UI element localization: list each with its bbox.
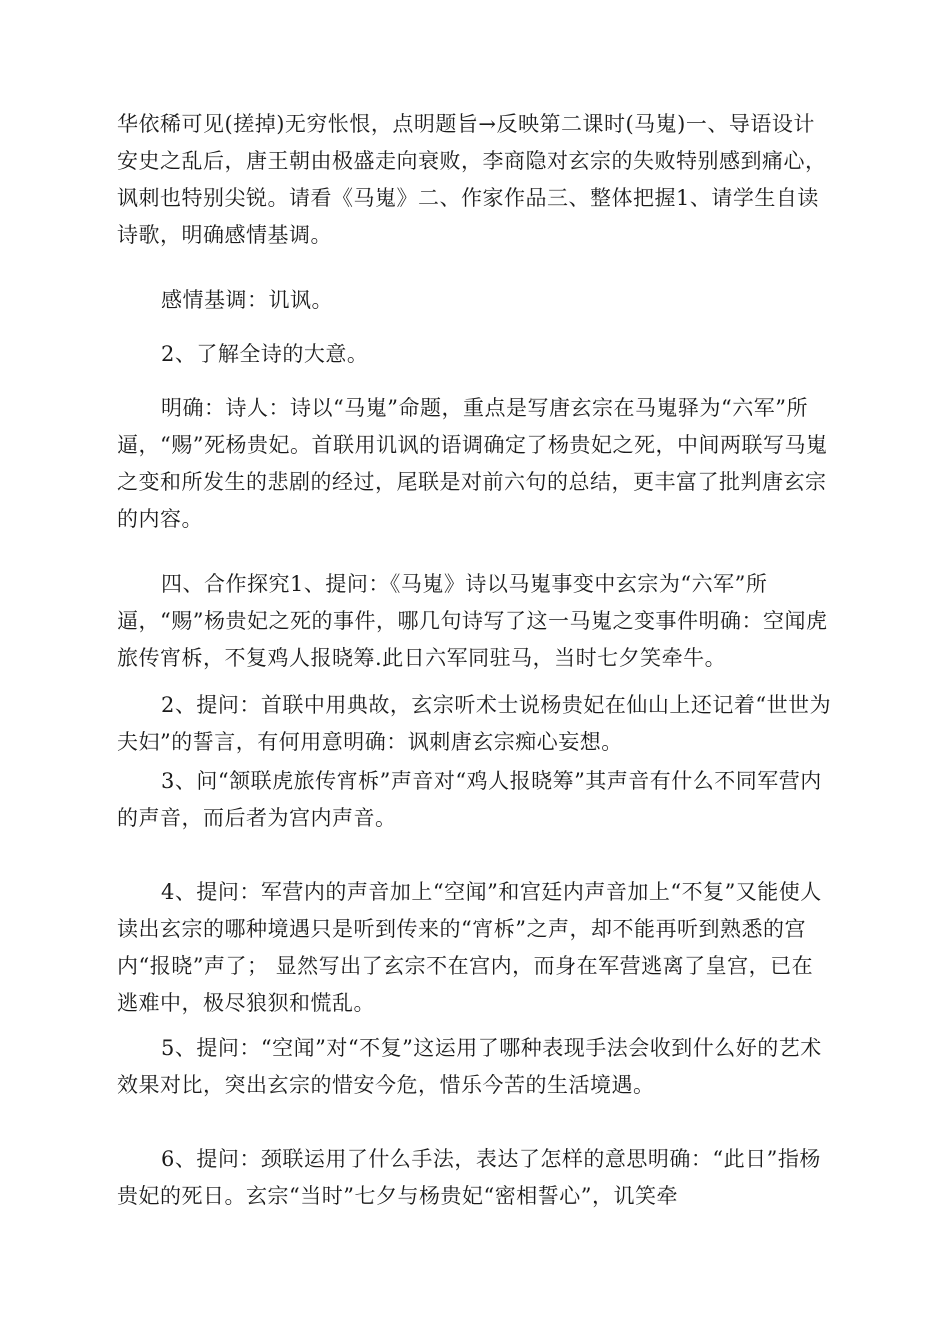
paragraph-question-6: 6、提问：颈联运用了什么手法，表达了怎样的意思明确：“此日”指杨贵妃的死日。玄宗“当时”七夕与杨贵妃“密相誓心”，讥笑牵: [117, 1147, 821, 1208]
paragraph-question-4: 4、提问：军营内的声音加上“空闻”和宫廷内声音加上“不复”又能使人读出玄宗的哪种境遇只是听到传来的“宵柝”之声，却不能再听到熟悉的宫内“报晓”声了； 显然写出了玄宗不在宫内，而身在军营逃离了皇宫，已在逃难中，极尽狼狈和慌乱。: [117, 880, 822, 1015]
paragraph-question-5: 5、提问：“空闻”对“不复”这运用了哪种表现手法会收到什么好的艺术效果对比，突出玄宗的惜安今危，惜乐今苦的生活境遇。: [117, 1036, 822, 1097]
paragraph-intro: 华依稀可见(搓掉)无穷怅恨，点明题旨→反映第二课时(马嵬)一、导语设计安史之乱后，唐王朝由极盛走向衰败，李商隐对玄宗的失败特别感到痛心，讽刺也特别尖锐。请看《马嵬》二、作家作品三、整体把握1、请学生自读诗歌，明确感情基调。: [117, 112, 827, 247]
paragraph-question-1: 四、合作探究1、提问：《马嵬》诗以马嵬事变中玄宗为“六军”所逼，“赐”杨贵妃之死的事件，哪几句诗写了这一马嵬之变事件明确：空闻虎旅传宵柝，不复鸡人报晓筹.此日六军同驻马，当时七夕笑牵牛。: [117, 572, 828, 670]
paragraph-question-3: 3、问“颔联虎旅传宵柝”声音对“鸡人报晓筹”其声音有什么不同军营内的声音，而后者为宫内声音。: [117, 769, 822, 830]
paragraph-emotional-tone: 感情基调：讥讽。: [161, 288, 333, 312]
paragraph-question-2: 2、提问：首联中用典故，玄宗听术士说杨贵妃在仙山上还记着“世世为夫妇”的誓言，有何用意明确：讽刺唐玄宗痴心妄想。: [117, 693, 832, 754]
paragraph-general-meaning: 2、了解全诗的大意。: [161, 342, 369, 366]
paragraph-clarification: 明确：诗人：诗以“马嵬”命题，重点是写唐玄宗在马嵬驿为“六军”所逼，“赐”死杨贵妃。首联用讥讽的语调确定了杨贵妃之死，中间两联写马嵬之变和所发生的悲剧的经过，尾联是对前六句的总结，更丰富了批判唐玄宗的内容。: [117, 396, 828, 531]
